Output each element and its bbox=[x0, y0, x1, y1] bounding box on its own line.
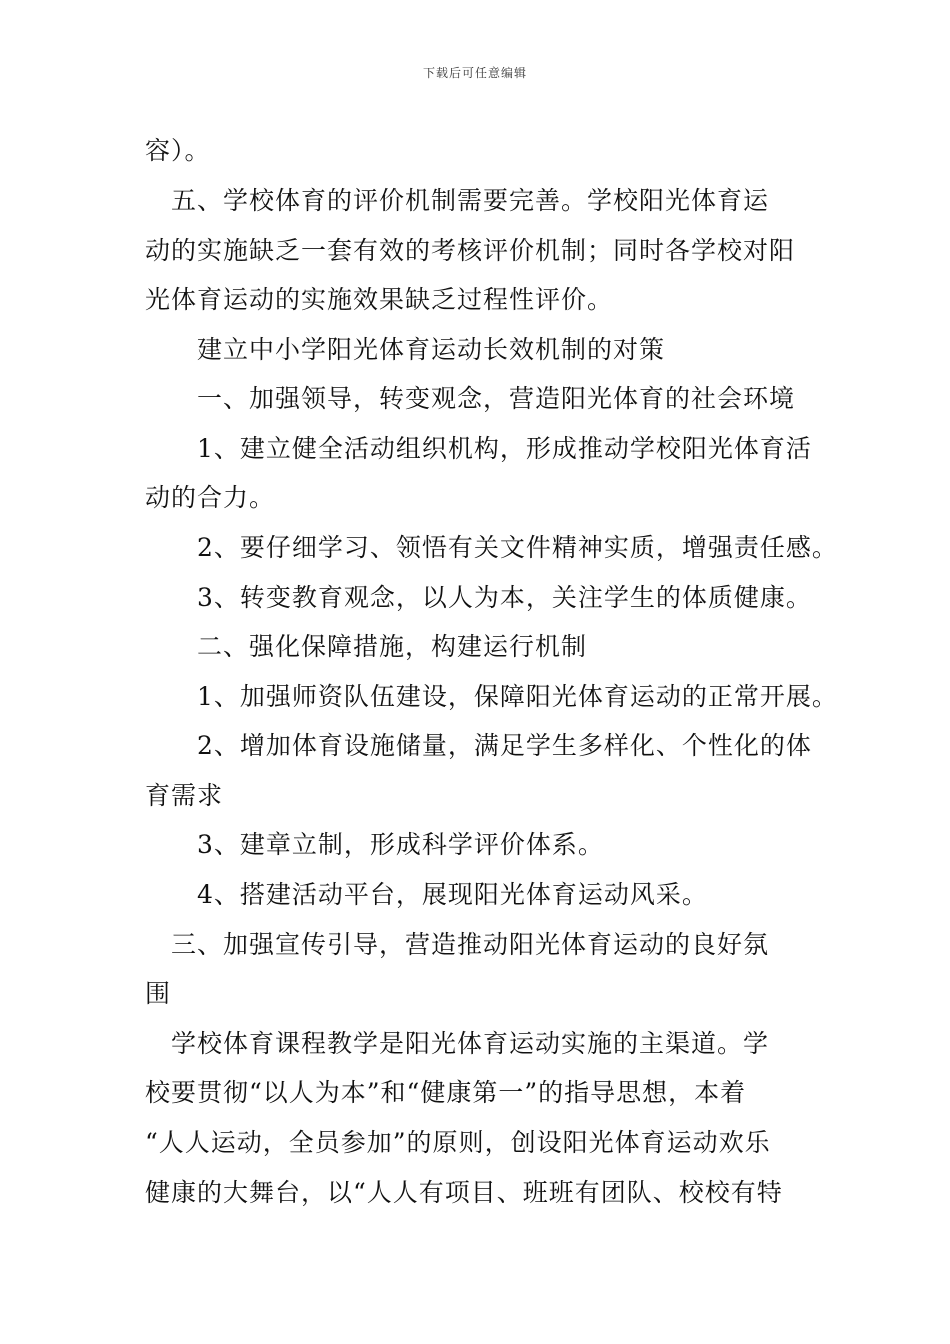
text-line: 容）。 bbox=[145, 136, 211, 165]
section-heading: 建立中小学阳光体育运动长效机制的对策 bbox=[145, 335, 666, 364]
text-line: 校要贯彻“以人为本”和“健康第一”的指导思想，本着 bbox=[145, 1078, 747, 1107]
text-line: 1、加强师资队伍建设，保障阳光体育运动的正常开展。 bbox=[145, 682, 838, 711]
section-heading: 二、强化保障措施，构建运行机制 bbox=[145, 632, 588, 661]
section-heading: 一、加强领导，转变观念，营造阳光体育的社会环境 bbox=[145, 384, 796, 413]
text-line: 1、建立健全活动组织机构，形成推动学校阳光体育活 bbox=[145, 434, 812, 463]
text-line: 动的实施缺乏一套有效的考核评价机制；同时各学校对阳 bbox=[145, 236, 796, 265]
text-line: 动的合力。 bbox=[145, 483, 276, 512]
text-line: 五、学校体育的评价机制需要完善。学校阳光体育运 bbox=[145, 186, 770, 215]
text-line: 2、要仔细学习、领悟有关文件精神实质，增强责任感。 bbox=[145, 533, 838, 562]
text-line: 光体育运动的实施效果缺乏过程性评价。 bbox=[145, 285, 614, 314]
section-heading: 三、加强宣传引导，营造推动阳光体育运动的良好氛 bbox=[145, 930, 770, 959]
page-header: 下载后可任意编辑 bbox=[422, 66, 527, 80]
text-line: 3、建章立制，形成科学评价体系。 bbox=[145, 830, 604, 859]
section-heading: 围 bbox=[145, 979, 172, 1008]
text-line: 4、搭建活动平台，展现阳光体育运动风采。 bbox=[145, 880, 708, 909]
text-line: 学校体育课程教学是阳光体育运动实施的主渠道。学 bbox=[145, 1029, 770, 1058]
text-line: 育需求 bbox=[145, 781, 224, 810]
text-line: 2、增加体育设施储量，满足学生多样化、个性化的体 bbox=[145, 731, 812, 760]
text-line: “人人运动，全员参加”的原则，创设阳光体育运动欢乐 bbox=[145, 1128, 771, 1157]
text-line: 健康的大舞台，以“人人有项目、班班有团队、校校有特 bbox=[145, 1178, 783, 1207]
text-line: 3、转变教育观念，以人为本，关注学生的体质健康。 bbox=[145, 583, 812, 612]
